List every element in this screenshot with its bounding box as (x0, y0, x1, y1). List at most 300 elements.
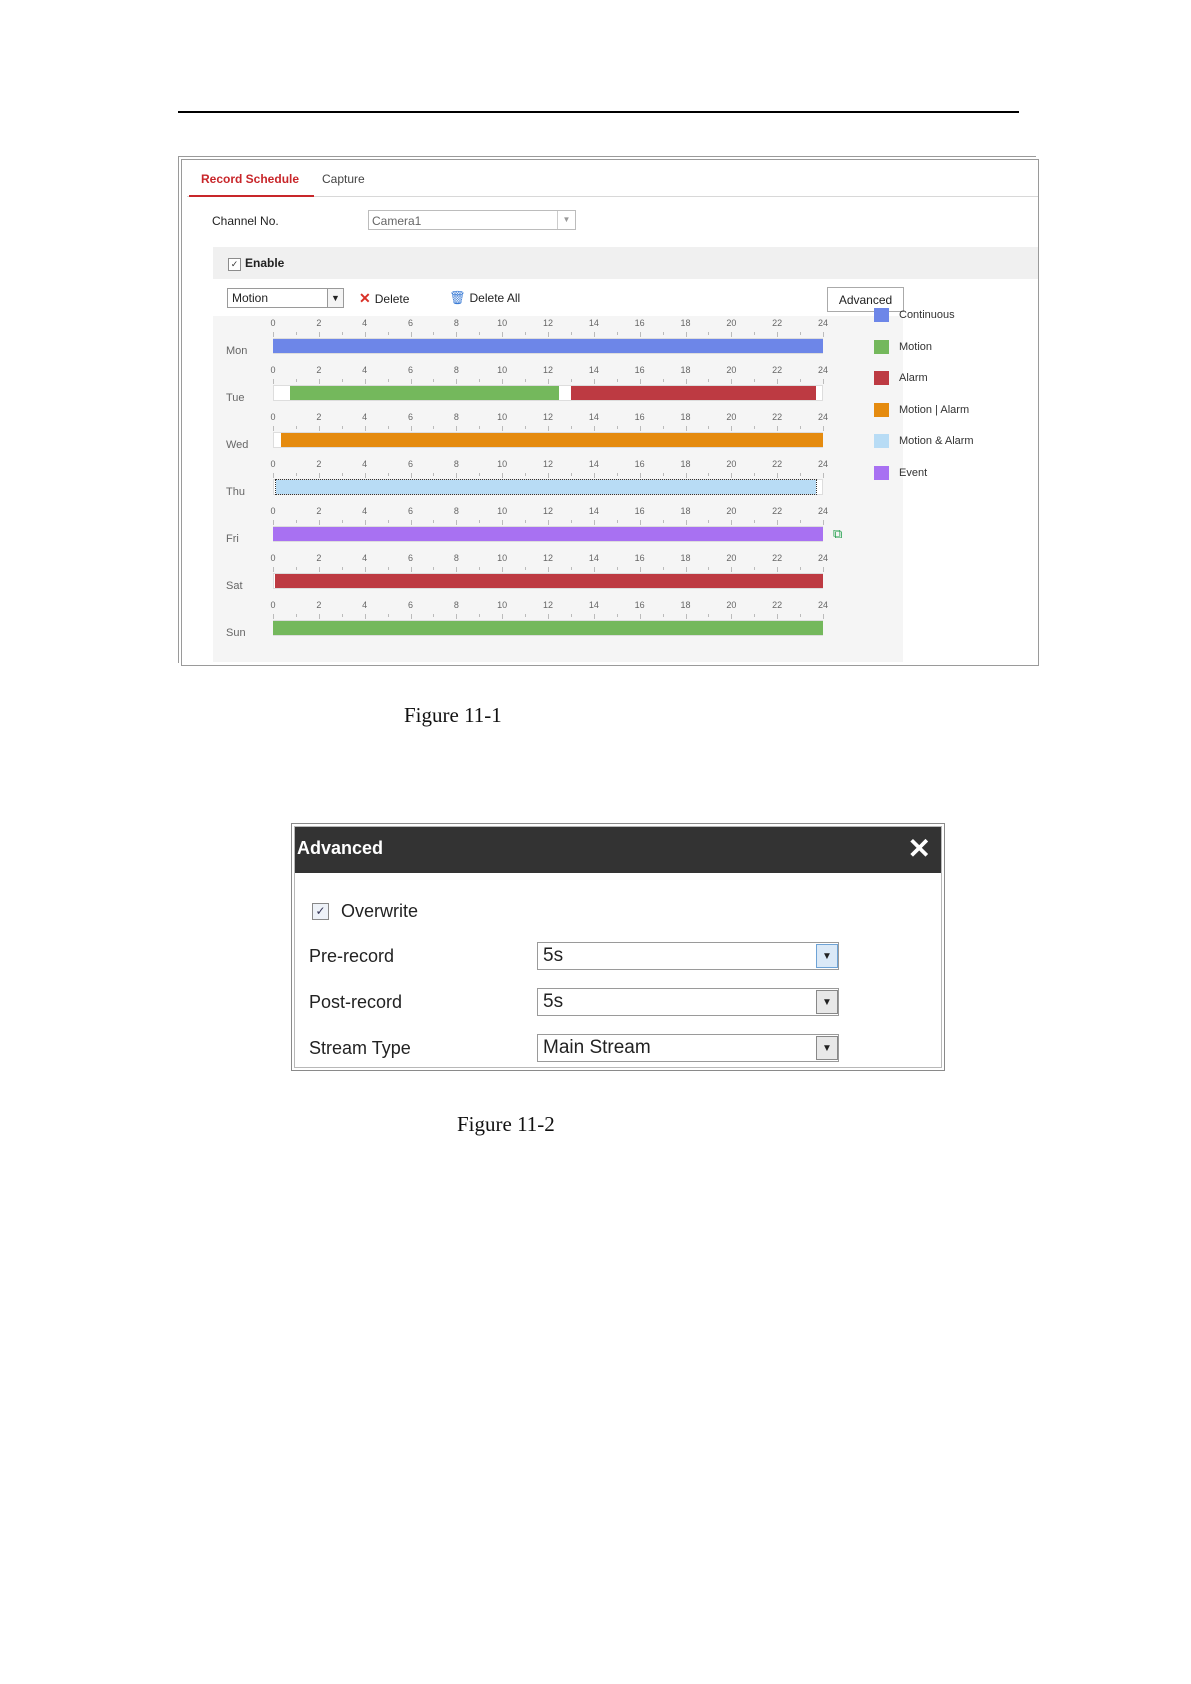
hour-tick-mark (433, 379, 434, 382)
hour-tick-label: 16 (634, 553, 645, 563)
hour-tick-mark (823, 332, 824, 337)
hour-tick-mark (594, 473, 595, 478)
advanced-dialog (291, 823, 945, 1071)
hour-tick-label: 24 (817, 459, 829, 469)
hour-tick-mark (663, 426, 664, 429)
enable-label: Enable (245, 256, 285, 270)
hour-tick-mark (525, 473, 526, 476)
hour-tick-mark (411, 567, 412, 572)
hour-tick-label: 4 (362, 318, 368, 328)
record-type-select[interactable] (227, 288, 344, 308)
hour-tick-mark (273, 332, 274, 337)
hour-tick-mark (433, 426, 434, 429)
hour-tick-label: 6 (407, 365, 414, 375)
hour-tick-mark (479, 567, 480, 570)
hour-tick-mark (754, 379, 755, 382)
hour-tick-label: 10 (497, 506, 508, 516)
hour-tick-mark (365, 426, 366, 431)
hour-tick-mark (800, 473, 801, 476)
schedule-segment[interactable] (273, 339, 823, 353)
hour-tick-mark (502, 473, 503, 478)
hour-tick-mark (617, 614, 618, 617)
enable-bar (213, 247, 1038, 279)
hour-tick-label: 22 (772, 600, 783, 610)
hour-tick-mark (663, 379, 664, 382)
hour-tick-label: 0 (270, 459, 276, 469)
hour-tick-mark (365, 332, 366, 337)
tab-bar (187, 166, 1038, 197)
day-label: Fri (226, 533, 239, 545)
overwrite-label: Overwrite (341, 901, 419, 921)
close-icon: ✕ (359, 290, 371, 306)
hour-tick-mark (502, 379, 503, 384)
hour-tick-label: 24 (817, 553, 829, 563)
hour-tick-mark (525, 379, 526, 382)
hour-tick-mark (296, 520, 297, 523)
schedule-segment[interactable] (275, 574, 823, 588)
hour-tick-mark (823, 567, 824, 572)
hour-tick-label: 2 (316, 412, 322, 422)
advanced-button[interactable]: Advanced (827, 287, 904, 312)
hour-tick-mark (365, 567, 366, 572)
hour-tick-mark (800, 614, 801, 617)
hour-tick-mark (411, 379, 412, 384)
hour-tick-mark (365, 379, 366, 384)
hour-tick-mark (548, 473, 549, 478)
hour-tick-mark (617, 332, 618, 335)
hour-tick-mark (342, 567, 343, 570)
hour-tick-label: 20 (726, 459, 737, 469)
tab-capture[interactable]: Capture (322, 172, 365, 186)
hour-tick-label: 24 (817, 412, 829, 422)
hour-tick-mark (273, 614, 274, 619)
hour-tick-mark (319, 332, 320, 337)
hour-tick-mark (708, 332, 709, 335)
hour-tick-mark (479, 520, 480, 523)
tab-record-schedule[interactable]: Record Schedule (189, 166, 314, 197)
stream-type-label: Stream Type (309, 1038, 411, 1058)
hour-tick-mark (296, 426, 297, 429)
hour-tick-mark (754, 473, 755, 476)
hour-tick-mark (617, 379, 618, 382)
hour-tick-mark (388, 379, 389, 382)
hour-tick-mark (456, 379, 457, 384)
legend-swatch (874, 371, 889, 385)
hour-tick-mark (640, 426, 641, 431)
hour-tick-mark (686, 332, 687, 337)
schedule-day-row (213, 553, 903, 596)
hour-tick-label: 12 (542, 600, 554, 610)
hour-tick-mark (388, 614, 389, 617)
hour-tick-mark (686, 614, 687, 619)
hour-tick-mark (594, 426, 595, 431)
figure-caption: Figure 11-1 (404, 703, 502, 727)
copy-icon[interactable]: ⧉ (833, 526, 843, 541)
schedule-day-row (213, 318, 903, 361)
hour-tick-label: 0 (270, 553, 276, 563)
hour-tick-mark (433, 567, 434, 570)
hour-tick-label: 22 (772, 318, 783, 328)
hour-tick-mark (319, 379, 320, 384)
legend-label: Motion | Alarm (899, 403, 970, 416)
hour-tick-label: 20 (726, 412, 737, 422)
hour-tick-mark (479, 332, 480, 335)
hour-tick-label: 6 (407, 318, 414, 328)
hour-tick-mark (800, 379, 801, 382)
hour-tick-mark (663, 567, 664, 570)
hour-tick-label: 10 (497, 553, 508, 563)
legend-label: Event (899, 466, 928, 479)
chevron-down-icon: ▼ (816, 1036, 838, 1060)
advanced-dialog-body (294, 826, 942, 1068)
schedule-segment[interactable] (281, 433, 823, 447)
hour-tick-mark (273, 426, 274, 431)
hour-tick-label: 0 (270, 365, 276, 375)
legend-label: Motion & Alarm (899, 435, 974, 447)
chevron-down-icon: ▼ (816, 990, 838, 1014)
hour-tick-mark (525, 614, 526, 617)
hour-tick-label: 4 (362, 553, 368, 563)
legend-label: Alarm (899, 372, 928, 384)
hour-tick-mark (640, 379, 641, 384)
hour-tick-label: 16 (634, 412, 645, 422)
hour-tick-label: 8 (453, 553, 459, 563)
hour-tick-mark (823, 520, 824, 525)
trash-icon: 🗑 (449, 290, 466, 305)
hour-tick-label: 8 (453, 412, 459, 422)
hour-tick-label: 10 (497, 459, 508, 469)
hour-tick-label: 2 (316, 365, 322, 375)
hour-tick-label: 8 (453, 506, 459, 516)
hour-tick-mark (525, 426, 526, 429)
hour-tick-label: 6 (407, 459, 414, 469)
hour-tick-label: 4 (362, 412, 368, 422)
hour-tick-label: 20 (726, 506, 737, 516)
schedule-day-row (213, 600, 903, 643)
hour-tick-label: 8 (453, 365, 459, 375)
hour-tick-mark (800, 520, 801, 523)
hour-tick-mark (571, 567, 572, 570)
hour-tick-mark (594, 520, 595, 525)
hour-tick-mark (731, 379, 732, 384)
hour-tick-mark (708, 520, 709, 523)
hour-tick-mark (594, 379, 595, 384)
hour-tick-mark (640, 332, 641, 337)
hour-tick-mark (456, 520, 457, 525)
schedule-day-row (213, 365, 903, 408)
hour-tick-mark (411, 473, 412, 478)
hour-tick-label: 2 (316, 553, 322, 563)
hour-tick-label: 16 (634, 365, 645, 375)
hour-tick-mark (777, 332, 778, 337)
hour-tick-label: 22 (772, 553, 783, 563)
hour-tick-mark (342, 614, 343, 617)
hour-tick-mark (296, 379, 297, 382)
hour-tick-mark (617, 567, 618, 570)
day-label: Thu (226, 486, 245, 498)
hour-tick-mark (479, 426, 480, 429)
hour-tick-mark (433, 473, 434, 476)
legend-swatch (874, 403, 889, 417)
hour-tick-label: 12 (542, 318, 554, 328)
legend-swatch (874, 466, 889, 480)
hour-tick-mark (411, 426, 412, 431)
hour-tick-label: 4 (362, 365, 368, 375)
hour-tick-label: 14 (588, 459, 599, 469)
hour-tick-mark (456, 426, 457, 431)
hour-tick-mark (777, 520, 778, 525)
legend-swatch (874, 434, 889, 448)
hour-tick-mark (640, 614, 641, 619)
hour-tick-label: 4 (362, 600, 368, 610)
schedule-segment[interactable] (276, 480, 816, 494)
hour-tick-mark (411, 520, 412, 525)
hour-tick-mark (754, 520, 755, 523)
hour-tick-label: 14 (588, 506, 599, 516)
hour-tick-mark (388, 332, 389, 335)
hour-tick-mark (548, 426, 549, 431)
weekly-schedule (213, 316, 903, 662)
hour-tick-label: 2 (316, 318, 322, 328)
hour-tick-mark (342, 473, 343, 476)
hour-tick-mark (571, 520, 572, 523)
schedule-segment[interactable] (273, 621, 823, 635)
hour-tick-mark (731, 473, 732, 478)
schedule-segment[interactable] (290, 386, 559, 400)
hour-tick-mark (617, 473, 618, 476)
hour-tick-mark (502, 332, 503, 337)
hour-tick-label: 4 (362, 506, 368, 516)
enable-checkbox[interactable]: ✓ (228, 258, 241, 271)
hour-tick-mark (731, 567, 732, 572)
hour-tick-mark (686, 426, 687, 431)
hour-tick-mark (731, 426, 732, 431)
close-icon[interactable]: ✕ (907, 833, 931, 864)
hour-tick-mark (708, 379, 709, 382)
hour-tick-mark (663, 614, 664, 617)
hour-tick-label: 0 (270, 318, 276, 328)
day-label: Tue (226, 392, 245, 404)
pre-record-select[interactable] (537, 942, 839, 970)
hour-tick-mark (571, 473, 572, 476)
hour-tick-mark (365, 473, 366, 478)
hour-tick-label: 16 (634, 600, 645, 610)
hour-tick-mark (502, 567, 503, 572)
hour-tick-mark (319, 473, 320, 478)
channel-select-value: Camera1 (372, 214, 422, 228)
hour-tick-label: 18 (680, 553, 691, 563)
hour-tick-label: 10 (497, 318, 508, 328)
hour-tick-label: 8 (453, 600, 459, 610)
delete-all-label: Delete All (469, 291, 521, 305)
hour-tick-mark (433, 332, 434, 335)
hour-tick-mark (686, 567, 687, 572)
hour-tick-label: 6 (407, 506, 414, 516)
hour-tick-mark (663, 332, 664, 335)
hour-tick-mark (640, 567, 641, 572)
hour-tick-mark (754, 332, 755, 335)
stream-type-select[interactable] (537, 1034, 839, 1062)
legend-label: Continuous (899, 309, 955, 321)
hour-tick-mark (663, 473, 664, 476)
channel-select[interactable] (368, 210, 576, 230)
hour-tick-mark (479, 473, 480, 476)
hour-tick-label: 10 (497, 412, 508, 422)
hour-tick-label: 14 (588, 553, 599, 563)
schedule-day-row (213, 506, 903, 549)
hour-tick-mark (594, 332, 595, 337)
hour-tick-label: 18 (680, 600, 691, 610)
hour-tick-label: 18 (680, 318, 691, 328)
chevron-down-icon: ▼ (557, 211, 575, 229)
hour-tick-mark (388, 567, 389, 570)
hour-tick-mark (548, 567, 549, 572)
hour-tick-mark (342, 379, 343, 382)
hour-tick-mark (777, 614, 778, 619)
hour-tick-mark (571, 332, 572, 335)
hour-tick-mark (273, 520, 274, 525)
schedule-toolbar (227, 288, 867, 310)
post-record-label: Post-record (309, 992, 403, 1012)
hour-tick-mark (502, 614, 503, 619)
delete-label: Delete (374, 292, 410, 306)
post-record-value: 5s (543, 991, 564, 1012)
hour-tick-mark (731, 614, 732, 619)
hour-tick-mark (708, 614, 709, 617)
delete-all-button[interactable] (449, 290, 520, 306)
hour-tick-mark (479, 379, 480, 382)
post-record-select[interactable] (537, 988, 839, 1016)
hour-tick-mark (296, 567, 297, 570)
day-label: Sat (226, 580, 243, 592)
hour-tick-label: 0 (270, 506, 276, 516)
hour-tick-mark (548, 520, 549, 525)
hour-tick-mark (525, 332, 526, 335)
hour-tick-label: 6 (407, 600, 414, 610)
delete-button[interactable] (359, 290, 409, 307)
hour-tick-mark (456, 332, 457, 337)
hour-tick-mark (548, 332, 549, 337)
hour-tick-label: 24 (817, 365, 829, 375)
record-type-value: Motion (232, 291, 269, 305)
hour-tick-label: 20 (726, 318, 737, 328)
hour-tick-label: 22 (772, 459, 783, 469)
hour-tick-mark (571, 614, 572, 617)
hour-tick-mark (777, 473, 778, 478)
hour-tick-mark (548, 614, 549, 619)
hour-tick-mark (502, 426, 503, 431)
hour-tick-label: 10 (497, 600, 508, 610)
hour-tick-mark (800, 567, 801, 570)
schedule-day-row (213, 459, 903, 502)
hour-tick-mark (686, 473, 687, 478)
chevron-down-icon: ▼ (327, 289, 343, 307)
hour-tick-label: 20 (726, 600, 737, 610)
hour-tick-label: 16 (634, 506, 645, 516)
hour-tick-mark (594, 567, 595, 572)
hour-tick-label: 10 (497, 365, 508, 375)
hour-tick-mark (823, 614, 824, 619)
legend-label: Motion (899, 340, 933, 353)
chevron-down-icon: ▼ (816, 944, 838, 968)
hour-tick-label: 24 (817, 506, 829, 516)
hour-tick-mark (686, 520, 687, 525)
hour-tick-mark (433, 614, 434, 617)
legend-swatch (874, 340, 889, 354)
hour-tick-label: 16 (634, 459, 645, 469)
hour-tick-mark (823, 426, 824, 431)
hour-tick-label: 20 (726, 553, 737, 563)
hour-tick-mark (800, 332, 801, 335)
hour-tick-label: 8 (453, 318, 459, 328)
hour-tick-mark (296, 473, 297, 476)
hour-tick-mark (319, 426, 320, 431)
hour-tick-label: 14 (588, 600, 599, 610)
hour-tick-mark (388, 520, 389, 523)
hour-tick-label: 4 (362, 459, 368, 469)
hour-tick-label: 18 (680, 412, 691, 422)
channel-label: Channel No. (212, 214, 279, 228)
hour-tick-label: 22 (772, 506, 783, 516)
day-label: Sun (226, 627, 246, 639)
hour-tick-label: 24 (817, 318, 829, 328)
hour-tick-mark (365, 614, 366, 619)
schedule-segment[interactable] (273, 527, 823, 541)
hour-tick-mark (663, 520, 664, 523)
overwrite-checkbox[interactable]: ✓ (312, 903, 329, 920)
hour-tick-label: 20 (726, 365, 737, 375)
hour-tick-mark (708, 473, 709, 476)
hour-tick-mark (342, 332, 343, 335)
hour-tick-mark (754, 614, 755, 617)
hour-tick-mark (640, 520, 641, 525)
hour-tick-mark (754, 426, 755, 429)
hour-tick-mark (640, 473, 641, 478)
hour-tick-mark (686, 379, 687, 384)
hour-tick-label: 18 (680, 365, 691, 375)
hour-tick-mark (319, 520, 320, 525)
hour-tick-mark (273, 473, 274, 478)
hour-tick-mark (731, 520, 732, 525)
hour-tick-label: 12 (542, 365, 554, 375)
day-label: Wed (226, 439, 249, 451)
hour-tick-mark (525, 520, 526, 523)
hour-tick-mark (571, 426, 572, 429)
hour-tick-label: 22 (772, 365, 783, 375)
hour-tick-mark (342, 426, 343, 429)
hour-tick-label: 6 (407, 412, 414, 422)
hour-tick-mark (777, 426, 778, 431)
hour-tick-label: 22 (772, 412, 783, 422)
hour-tick-mark (273, 379, 274, 384)
hour-tick-mark (319, 567, 320, 572)
hour-tick-mark (411, 332, 412, 337)
hour-tick-mark (754, 567, 755, 570)
hour-tick-label: 14 (588, 365, 599, 375)
hour-tick-mark (617, 426, 618, 429)
schedule-segment[interactable] (571, 386, 816, 400)
hour-tick-mark (456, 614, 457, 619)
hour-tick-mark (571, 379, 572, 382)
hour-tick-mark (731, 332, 732, 337)
hour-tick-label: 12 (542, 459, 554, 469)
hour-tick-mark (273, 567, 274, 572)
hour-tick-label: 14 (588, 412, 599, 422)
hour-tick-mark (525, 567, 526, 570)
hour-tick-label: 2 (316, 600, 322, 610)
hour-tick-label: 16 (634, 318, 645, 328)
hour-tick-label: 2 (316, 506, 322, 516)
